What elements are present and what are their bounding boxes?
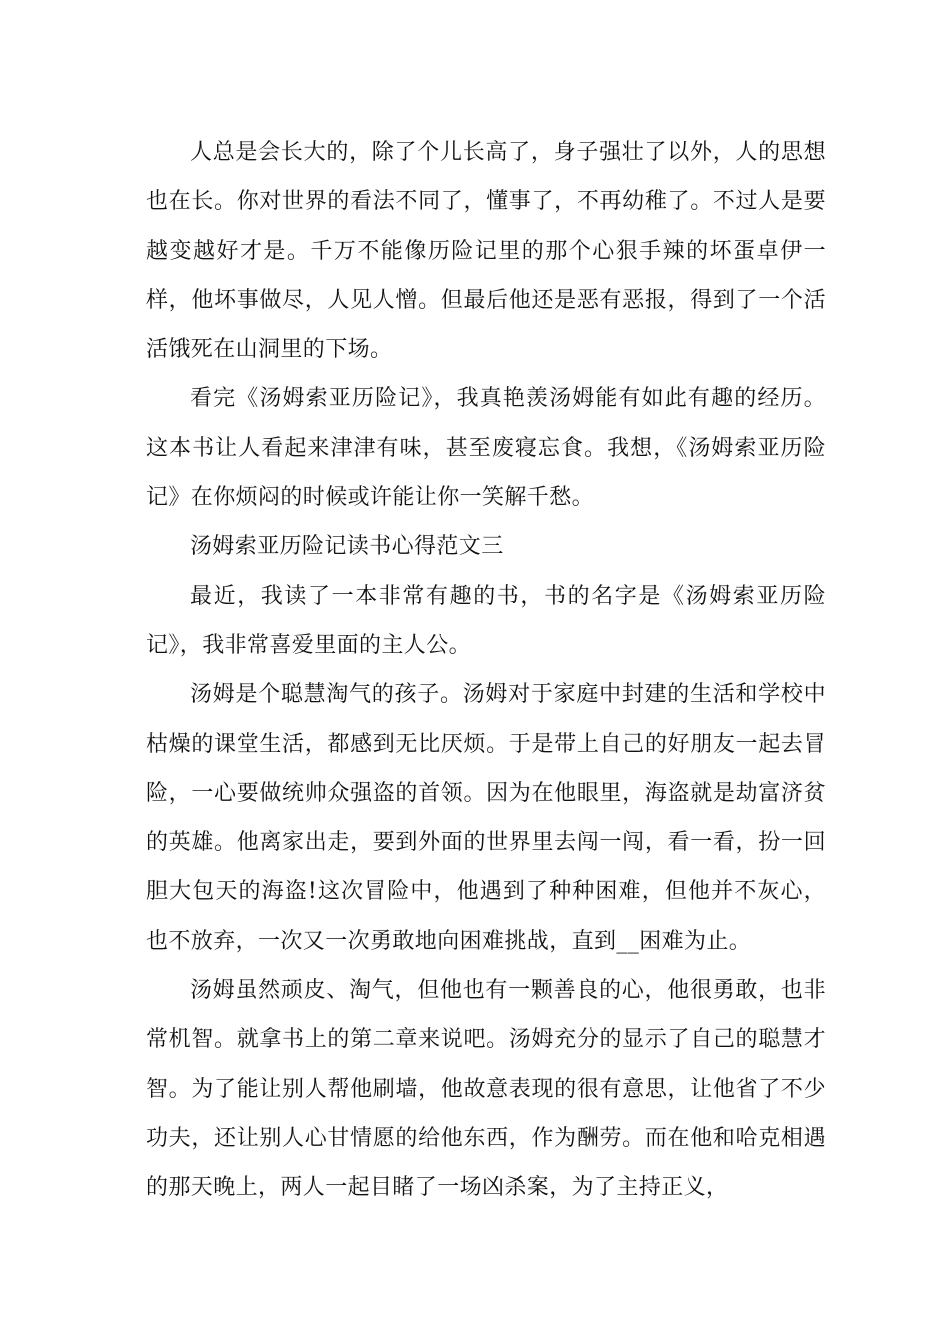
paragraph-growing-up: 人总是会长大的，除了个儿长高了，身子强壮了以外，人的思想也在长。你对世界的看法不同了，懂事了，不再幼稚了。不过人是要越变越好才是。千万不能像历险记里的那个心狠手辣的坏蛋卓伊一样，他坏事做尽，人见人憎。但最后他还是恶有恶报，得到了一个活活饿死在山洞里的下场。 <box>146 140 826 363</box>
paragraph-tom-adventure: 汤姆是个聪慧淘气的孩子。汤姆对于家庭中封建的生活和学校中枯燥的课堂生活，都感到无比厌烦。于是带上自己的好朋友一起去冒险，一心要做统帅众强盗的首领。因为在他眼里，海盗就是劫富济贫的英雄。他离家出走，要到外面的世界里去闯一闯，看一看，扮一回胆大包天的海盗!这次冒险中，他遇到了种种困难，但他并不灰心，也不放弃，一次又一次勇敢地向困难挑战，直到__困难为止。 <box>146 682 826 954</box>
section-heading: 汤姆索亚历险记读书心得范文三 <box>190 534 504 560</box>
document-body <box>146 128 826 1213</box>
paragraph-tom-character: 汤姆虽然顽皮、淘气，但他也有一颗善良的心，他很勇敢，也非常机智。就拿书上的第二章来说吧。汤姆充分的显示了自己的聪慧才智。为了能让别人帮他刷墙，他故意表现的很有意思，让他省了不少功夫，还让别人心甘情愿的给他东西，作为酬劳。而在他和哈克相遇的那天晚上，两人一起目睹了一场凶杀案，为了主持正义， <box>146 978 826 1201</box>
paragraph-introduction: 最近，我读了一本非常有趣的书，书的名字是《汤姆索亚历险记》，我非常喜爱里面的主人公。 <box>146 583 826 658</box>
paragraph-after-reading: 看完《汤姆索亚历险记》，我真艳羡汤姆能有如此有趣的经历。这本书让人看起来津津有味，甚至废寝忘食。我想，《汤姆索亚历险记》在你烦闷的时候或许能让你一笑解千愁。 <box>146 386 826 511</box>
